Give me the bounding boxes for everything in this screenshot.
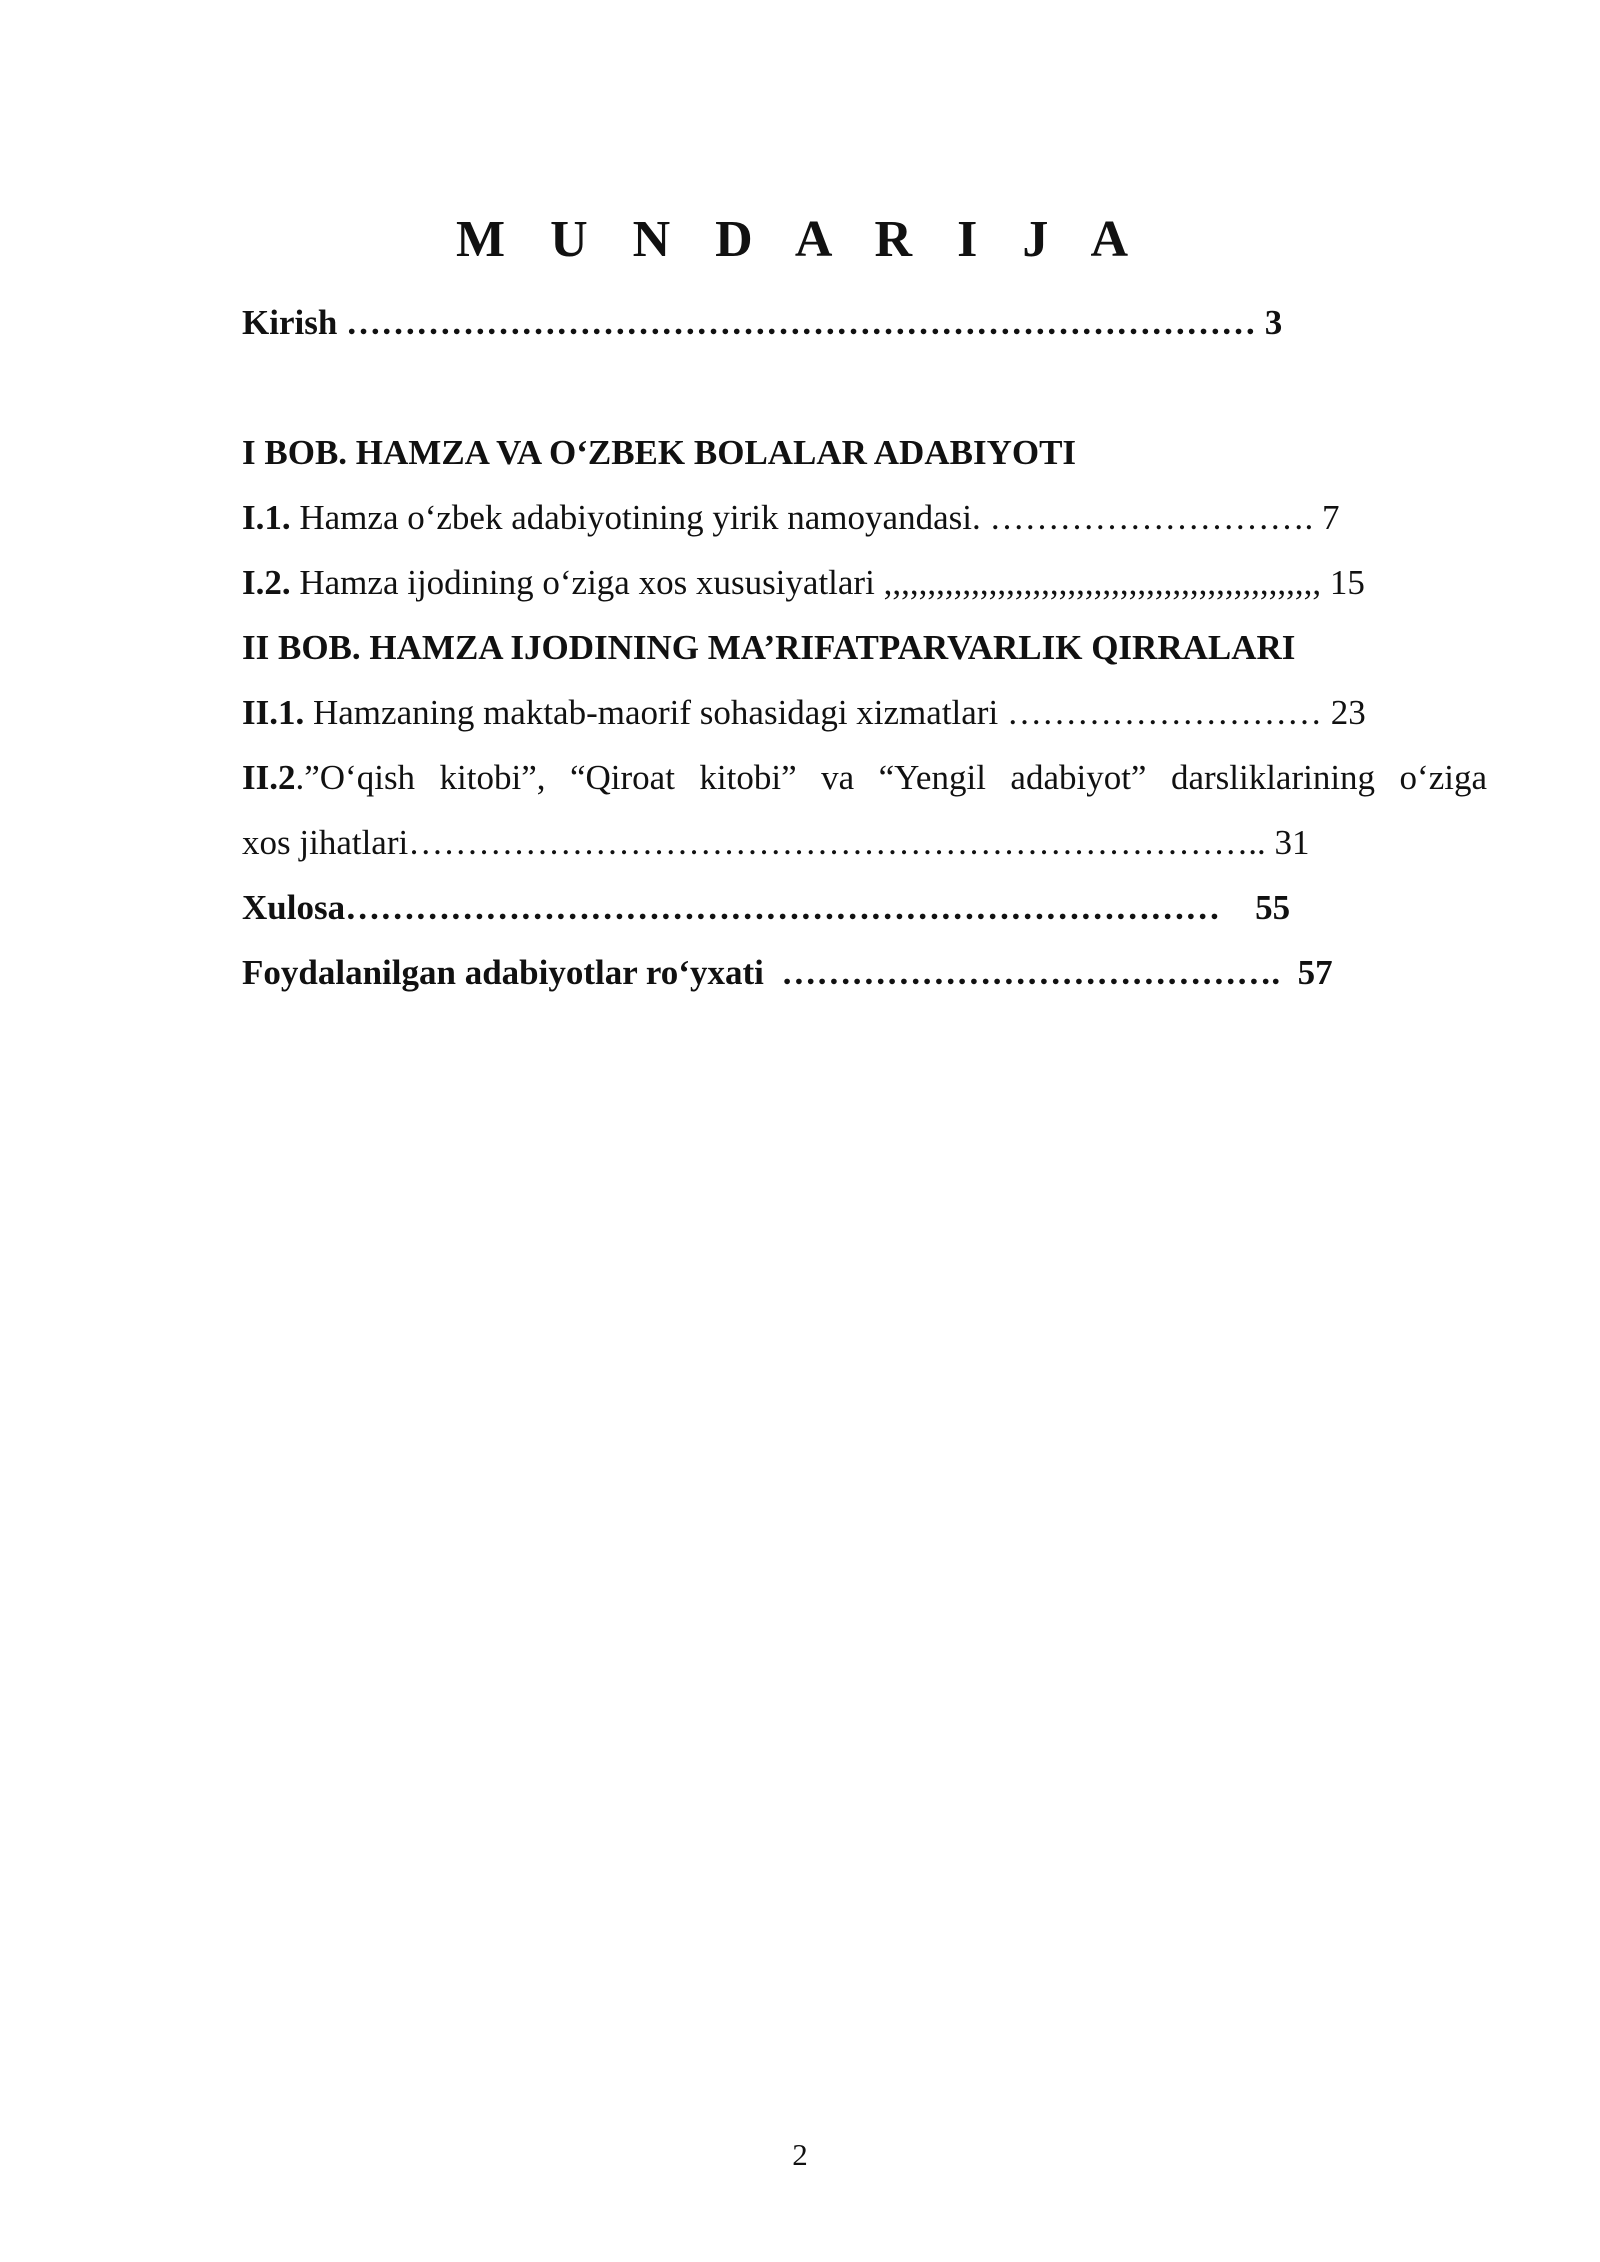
- toc-page-number: 3: [1264, 303, 1283, 342]
- toc-entry-1-2: [242, 561, 1365, 605]
- toc-chapter-label: I BOB. HAMZA VA O‘ZBEK BOLALAR ADABIYOTI: [242, 433, 1077, 472]
- toc-leader: ………………………………………………………………..: [408, 823, 1275, 862]
- toc-chapter-2-heading: [242, 626, 1295, 670]
- toc-leader: ……………………….: [989, 498, 1322, 537]
- toc-leader: ……………………………………………………………………: [337, 303, 1265, 342]
- toc-entry-xulosa: [242, 886, 1290, 930]
- toc-leader: ,,,,,,,,,,,,,,,,,,,,,,,,,,,,,,,,,,,,,,,,,,,,,,,,,,: [883, 563, 1330, 602]
- toc-page-number: 15: [1329, 563, 1365, 602]
- toc-entry-number: II.1.: [242, 693, 305, 732]
- toc-entry-number: I.2.: [242, 563, 291, 602]
- toc-entry-text: .”O‘qish kitobi”, “Qiroat kitobi” va “Yengil adabiyot” darsliklarining o‘ziga: [295, 758, 1487, 797]
- toc-leader: …………………………………….: [763, 953, 1298, 992]
- toc-entry-kirish: [242, 301, 1282, 345]
- toc-entry-text: Hamza ijodining o‘ziga xos xususiyatlari: [290, 563, 884, 602]
- toc-entry-2-1: [242, 691, 1366, 735]
- toc-entry-references: [242, 951, 1333, 995]
- toc-entry-2-2-line-2: [242, 821, 1309, 865]
- toc-chapter-label: II BOB. HAMZA IJODINING MA’RIFATPARVARLIK QIRRALARI: [242, 628, 1296, 667]
- toc-page-number: 55: [1255, 888, 1291, 927]
- toc-chapter-1-heading: [242, 431, 1076, 475]
- toc-entry-1-1: [242, 496, 1339, 540]
- toc-entry-text: Hamzaning maktab-maorif sohasidagi xizmatlari: [304, 693, 1007, 732]
- toc-page-number: 23: [1330, 693, 1366, 732]
- toc-entry-label: Xulosa: [242, 888, 346, 927]
- toc-leader: …………………………………………………………………: [345, 888, 1256, 927]
- page-title: M U N D A R I J A: [455, 211, 1145, 268]
- toc-entry-text: xos jihatlari: [242, 823, 409, 862]
- toc-page-number: 7: [1321, 498, 1340, 537]
- toc-leader: ………………………: [1006, 693, 1331, 732]
- toc-entry-number: II.2: [242, 758, 296, 797]
- footer-page-number: 2: [792, 2137, 808, 2172]
- toc-entry-2-2-line-1: [242, 756, 1487, 800]
- toc-entry-number: I.1.: [242, 498, 291, 537]
- toc-entry-text: Hamza o‘zbek adabiyotining yirik namoyandasi.: [290, 498, 990, 537]
- toc-entry-label: Kirish: [242, 303, 338, 342]
- toc-entry-label: Foydalanilgan adabiyotlar ro‘yxati: [242, 953, 764, 992]
- toc-page-number: 31: [1274, 823, 1310, 862]
- toc-page-number: 57: [1297, 953, 1333, 992]
